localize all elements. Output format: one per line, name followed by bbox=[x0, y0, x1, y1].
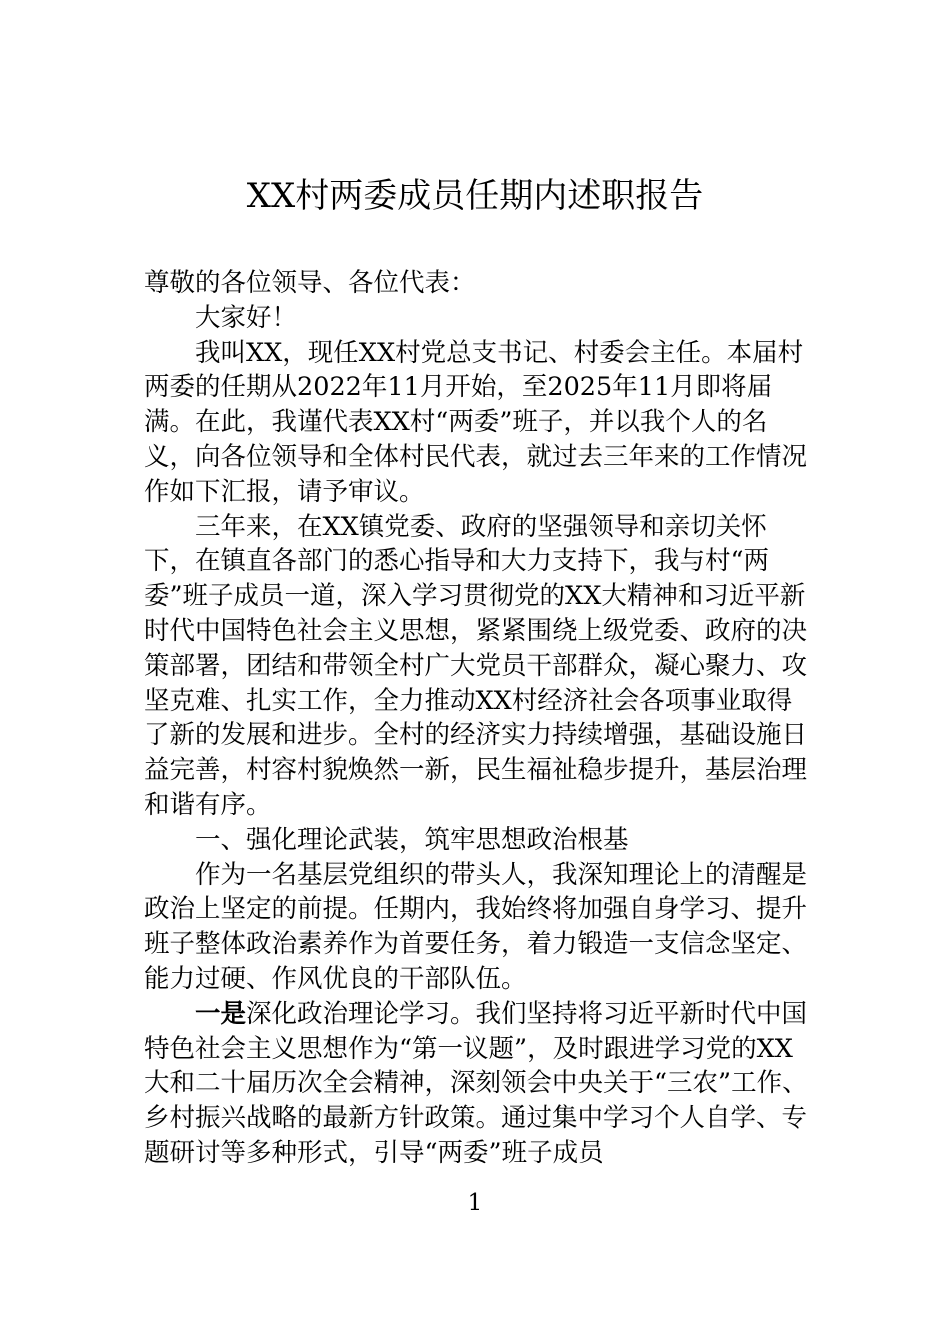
point-one-lead: 一是 bbox=[195, 998, 247, 1029]
section-intro: 作为一名基层党组织的带头人，我深知理论上的清醒是政治上坚定的前提。任期内，我始终将加强自身学习、提升班子整体政治素养作为首要任务，着力锻造一支信念坚定、能力过硬、作风优良的干部队伍。 bbox=[144, 859, 808, 994]
point-one-text: 深化政治理论学习。我们坚持将习近平新时代中国特色社会主义思想作为“第一议题”，及时跟进学习党的XX大和二十届历次全会精神，深刻领会中央关于“三农”工作、乡村振兴战略的最新方针政策。通过集中学习个人自学、专题研讨等多种形式，引导“两委”班子成员 bbox=[144, 998, 808, 1168]
document-body bbox=[144, 266, 814, 1171]
point-one-paragraph bbox=[144, 997, 814, 1171]
page-number: 1 bbox=[467, 1190, 483, 1216]
section-heading: 一、强化理论武装，筑牢思想政治根基 bbox=[195, 824, 629, 855]
document-title: XX村两委成员任期内述职报告 bbox=[246, 176, 704, 216]
salutation: 尊敬的各位领导、各位代表： bbox=[144, 268, 476, 298]
paragraph-summary: 三年来，在XX镇党委、政府的坚强领导和亲切关怀下，在镇直各部门的悉心指导和大力支持下，我与村“两委”班子成员一道，深入学习贯彻党的XX大精神和习近平新时代中国特色社会主义思想，紧紧围绕上级党委、政府的决策部署，团结和带领全村广大党员干部群众，凝心聚力、攻坚克难、扎实工作，全力推动XX村经济社会各项事业取得了新的发展和进步。全村的经济实力持续增强，基础设施日益完善，村容村貌焕然一新，民生福祉稳步提升，基层治理和谐有序。 bbox=[144, 511, 808, 820]
paragraph-intro: 我叫XX，现任XX村党总支书记、村委会主任。本届村两委的任期从2022年11月开始，至2025年11月即将届满。在此，我谨代表XX村“两委”班子，并以我个人的名义，向各位领导和全体村民代表，就过去三年来的工作情况作如下汇报，请予审议。 bbox=[144, 337, 808, 507]
greeting: 大家好！ bbox=[195, 302, 298, 333]
